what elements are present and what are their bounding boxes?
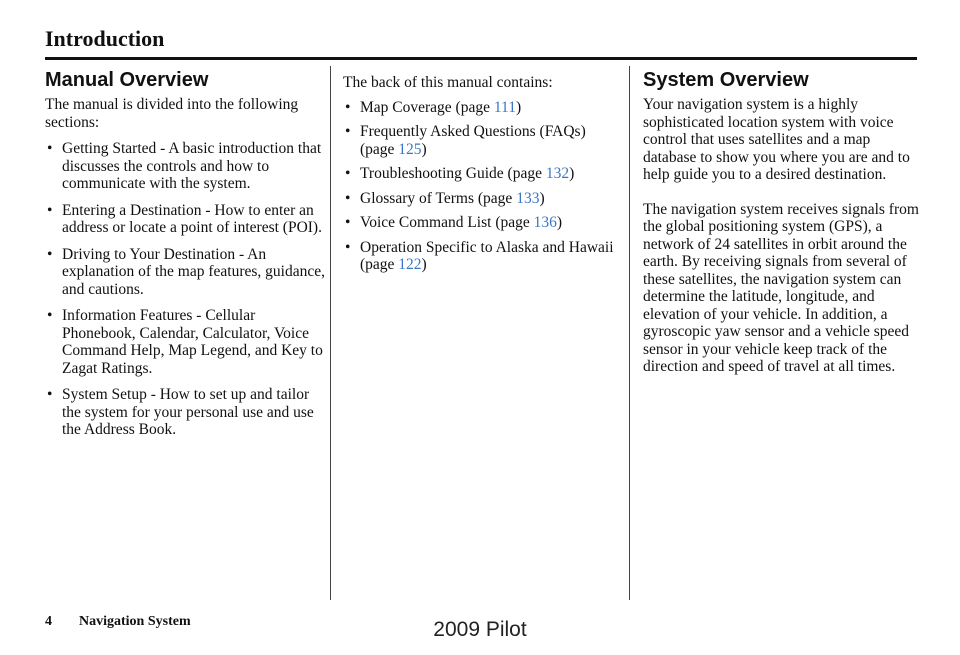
item-text: Map Coverage (page xyxy=(360,98,494,116)
section-description: - An explanation of the map features, guidance, and cautions. xyxy=(62,245,325,298)
item-close: ) xyxy=(569,165,575,182)
manual-overview-heading: Manual Overview xyxy=(45,69,209,91)
page-link[interactable]: 125 xyxy=(398,140,422,158)
section-name: Information Features xyxy=(62,307,193,324)
page-number: 4 xyxy=(45,614,52,629)
page-link[interactable]: 132 xyxy=(545,165,570,182)
section-description: - How to set up and tailor the system for your personal use and use the Address Book. xyxy=(62,386,314,438)
item-text: Operation Specific to Alaska and Hawaii (page xyxy=(360,238,614,273)
list-item xyxy=(343,123,618,158)
back-contents-list xyxy=(343,99,618,274)
section-name: Getting Started xyxy=(62,140,157,157)
list-item xyxy=(343,239,618,274)
item-close: ) xyxy=(421,140,427,158)
title-divider xyxy=(45,57,917,60)
system-overview-heading: System Overview xyxy=(643,69,809,91)
list-item xyxy=(45,246,325,299)
list-item xyxy=(45,202,325,237)
sections-list xyxy=(45,140,325,439)
page-link[interactable]: 133 xyxy=(516,189,540,207)
page-title: Introduction xyxy=(45,26,165,51)
list-item xyxy=(45,386,325,439)
list-item xyxy=(343,165,618,183)
list-item xyxy=(45,140,325,193)
page-link[interactable]: 136 xyxy=(533,214,557,231)
item-close: ) xyxy=(539,189,545,207)
system-overview-paragraph-2: The navigation system receives signals from the global positioning system (GPS), a network of 24 satellites in orbit around the earth. By receiving signals from several of these satellites, the navigation system can determine the latitude, longitude, and elevation of your vehicle. In addition, a gyroscopic yaw sensor and a vehicle speed sensor in your vehicle keep track of the direction and speed of travel at all times. xyxy=(643,200,919,375)
list-item xyxy=(343,214,618,232)
item-text: Frequently Asked Questions (FAQs) (page xyxy=(360,123,586,158)
column-divider-2 xyxy=(629,66,630,600)
page-link[interactable]: 122 xyxy=(398,256,422,273)
section-description: - A basic introduction that discusses the controls and how to communicate with the system. xyxy=(62,140,322,192)
section-description: - How to enter an address or locate a point of interest (POI). xyxy=(62,201,322,236)
manual-overview-section xyxy=(45,68,325,439)
list-item xyxy=(343,190,618,208)
footer-label: Navigation System xyxy=(79,614,191,629)
item-close: ) xyxy=(556,214,563,231)
item-text: Voice Command List (page xyxy=(360,214,534,231)
section-description: - Cellular Phonebook, Calendar, Calculator, Voice Command Help, Map Legend, and Key to Zagat Ratings. xyxy=(62,307,323,377)
section-name: Entering a Destination xyxy=(62,201,202,219)
column-divider-1 xyxy=(330,66,331,600)
item-text: Glossary of Terms (page xyxy=(360,189,517,207)
watermark-text: 2009 Pilot xyxy=(433,618,527,641)
back-contents-intro: The back of this manual contains: xyxy=(343,74,553,91)
section-name: System Setup xyxy=(62,386,147,403)
section-name: Driving to Your Destination xyxy=(62,245,236,263)
item-text: Troubleshooting Guide (page xyxy=(360,165,546,182)
system-overview-paragraph-1: Your navigation system is a highly sophisticated location system with voice control that uses satellites and a map database to show you where you are and to help guide you to a desired destination. xyxy=(643,96,910,183)
list-item xyxy=(343,99,618,117)
system-overview-section xyxy=(643,68,925,376)
list-item xyxy=(45,307,325,377)
item-close: ) xyxy=(515,98,522,116)
item-close: ) xyxy=(421,256,427,273)
back-contents-section xyxy=(343,74,618,274)
page-link[interactable]: 111 xyxy=(493,98,516,116)
manual-overview-intro: The manual is divided into the following sections: xyxy=(45,96,299,131)
